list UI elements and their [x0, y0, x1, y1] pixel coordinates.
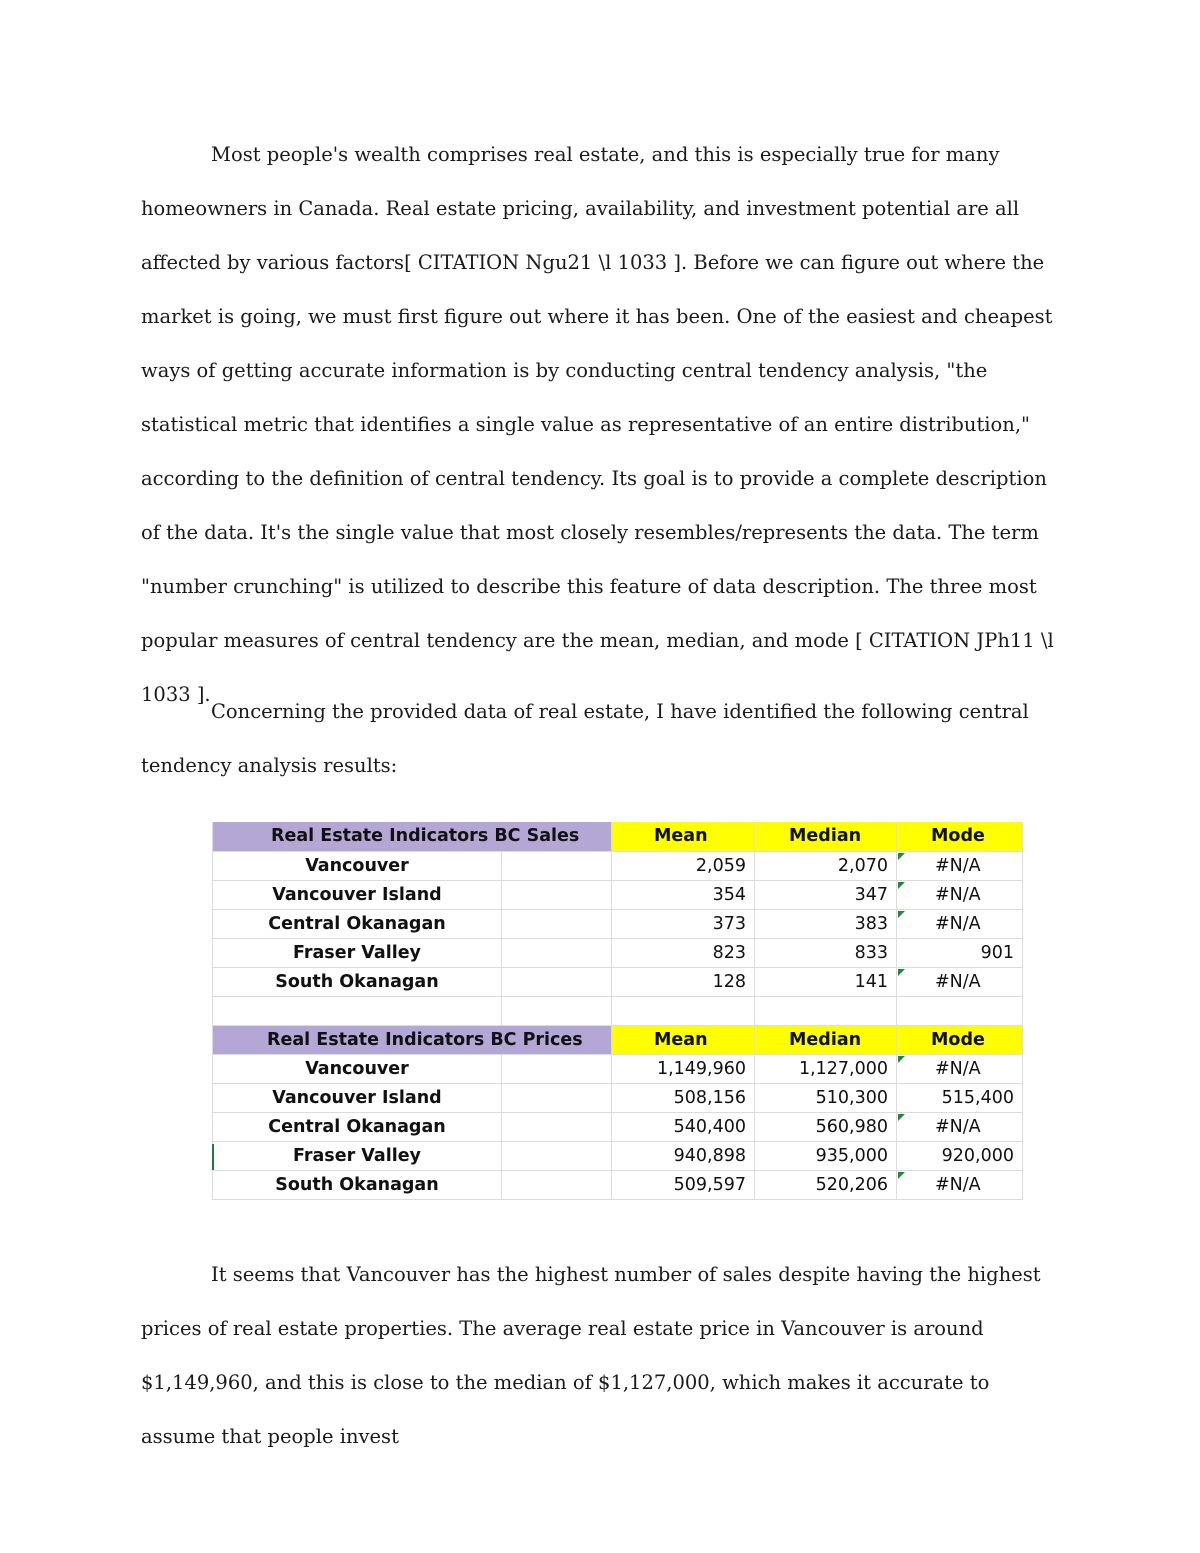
region-label: South Okanagan — [213, 967, 502, 996]
median-value: 141 — [755, 967, 897, 996]
region-label: Vancouver — [213, 851, 502, 880]
median-value: 520,206 — [755, 1170, 897, 1199]
mode-value: #N/A — [897, 1170, 1023, 1199]
region-label: Central Okanagan — [213, 1112, 502, 1141]
table-row — [213, 967, 1023, 996]
table-row — [213, 1083, 1023, 1112]
paragraph-analysis: It seems that Vancouver has the highest number of sales despite having the highest prices of real estate properties. The average real estate price in Vancouver is around $1,149,960, and this is close to the median of $1,127,000, which makes it accurate to assume that people invest — [141, 1263, 1041, 1448]
mode-value: #N/A — [897, 851, 1023, 880]
mean-value: 508,156 — [612, 1083, 755, 1112]
paragraph-results-intro: Concerning the provided data of real estate, I have identified the following central tendency analysis results: — [141, 700, 1029, 777]
central-tendency-table — [212, 822, 1023, 1200]
median-value: 2,070 — [755, 851, 897, 880]
sales-median-header: Median — [755, 822, 897, 851]
median-value: 347 — [755, 880, 897, 909]
error-flag-icon — [898, 969, 905, 976]
region-label: Vancouver Island — [213, 880, 502, 909]
sales-header-row — [213, 822, 1023, 851]
mean-value: 540,400 — [612, 1112, 755, 1141]
sales-mean-header: Mean — [612, 822, 755, 851]
mode-value: #N/A — [897, 1112, 1023, 1141]
median-value: 383 — [755, 909, 897, 938]
mean-value: 509,597 — [612, 1170, 755, 1199]
mode-value: #N/A — [897, 909, 1023, 938]
table-row — [213, 880, 1023, 909]
prices-mean-header: Mean — [612, 1025, 755, 1054]
region-label: South Okanagan — [213, 1170, 502, 1199]
error-flag-icon — [898, 911, 905, 918]
mean-value: 940,898 — [612, 1141, 755, 1170]
error-flag-icon — [898, 853, 905, 860]
median-value: 1,127,000 — [755, 1054, 897, 1083]
table-row — [213, 938, 1023, 967]
region-label: Fraser Valley — [213, 938, 502, 967]
spreadsheet-excerpt — [212, 822, 1022, 1200]
region-label: Vancouver Island — [213, 1083, 502, 1112]
prices-header-row — [213, 1025, 1023, 1054]
blank-row — [213, 996, 1023, 1025]
median-value: 510,300 — [755, 1083, 897, 1112]
median-value: 833 — [755, 938, 897, 967]
region-label: Vancouver — [213, 1054, 502, 1083]
median-value: 560,980 — [755, 1112, 897, 1141]
table-row — [213, 1170, 1023, 1199]
table-row — [213, 1112, 1023, 1141]
mode-value: #N/A — [897, 1054, 1023, 1083]
region-label: Central Okanagan — [213, 909, 502, 938]
mode-value: #N/A — [897, 880, 1023, 909]
region-label: Fraser Valley — [213, 1141, 502, 1170]
mean-value: 2,059 — [612, 851, 755, 880]
mean-value: 128 — [612, 967, 755, 996]
paragraph-intro: Most people's wealth comprises real estate, and this is especially true for many homeowners in Canada. Real estate pricing, availability, and investment potential are all affected by various factors[ CITATION Ngu21 \l 1033 ]. Before we can figure out where the market is going, we must first figure out where it has been. One of the easiest and cheapest ways of getting accurate information is by conducting central tendency analysis, "the statistical metric that identifies a single value as representative of an entire distribution," according to the definition of central tendency. Its goal is to provide a complete description of the data. It's the single value that most closely resembles/represents the data. The term "number crunching" is utilized to describe this feature of data description. The three most popular measures of central tendency are the mean, median, and mode [ CITATION JPh11 \l 1033 ]. — [141, 143, 1054, 706]
table-row — [213, 851, 1023, 880]
sales-table-title: Real Estate Indicators BC Sales — [213, 822, 612, 851]
table-row — [213, 1054, 1023, 1083]
mode-value: 920,000 — [897, 1141, 1023, 1170]
mean-value: 1,149,960 — [612, 1054, 755, 1083]
prices-mode-header: Mode — [897, 1025, 1023, 1054]
mode-value: 901 — [897, 938, 1023, 967]
sales-mode-header: Mode — [897, 822, 1023, 851]
mean-value: 823 — [612, 938, 755, 967]
table-row — [213, 909, 1023, 938]
mode-value: #N/A — [897, 967, 1023, 996]
mean-value: 373 — [612, 909, 755, 938]
error-flag-icon — [898, 882, 905, 889]
error-flag-icon — [898, 1056, 905, 1063]
mode-value: 515,400 — [897, 1083, 1023, 1112]
row-selection-marker — [212, 1144, 214, 1170]
mean-value: 354 — [612, 880, 755, 909]
error-flag-icon — [898, 1172, 905, 1179]
error-flag-icon — [898, 1114, 905, 1121]
median-value: 935,000 — [755, 1141, 897, 1170]
prices-table-title: Real Estate Indicators BC Prices — [213, 1025, 612, 1054]
table-row — [213, 1141, 1023, 1170]
prices-median-header: Median — [755, 1025, 897, 1054]
